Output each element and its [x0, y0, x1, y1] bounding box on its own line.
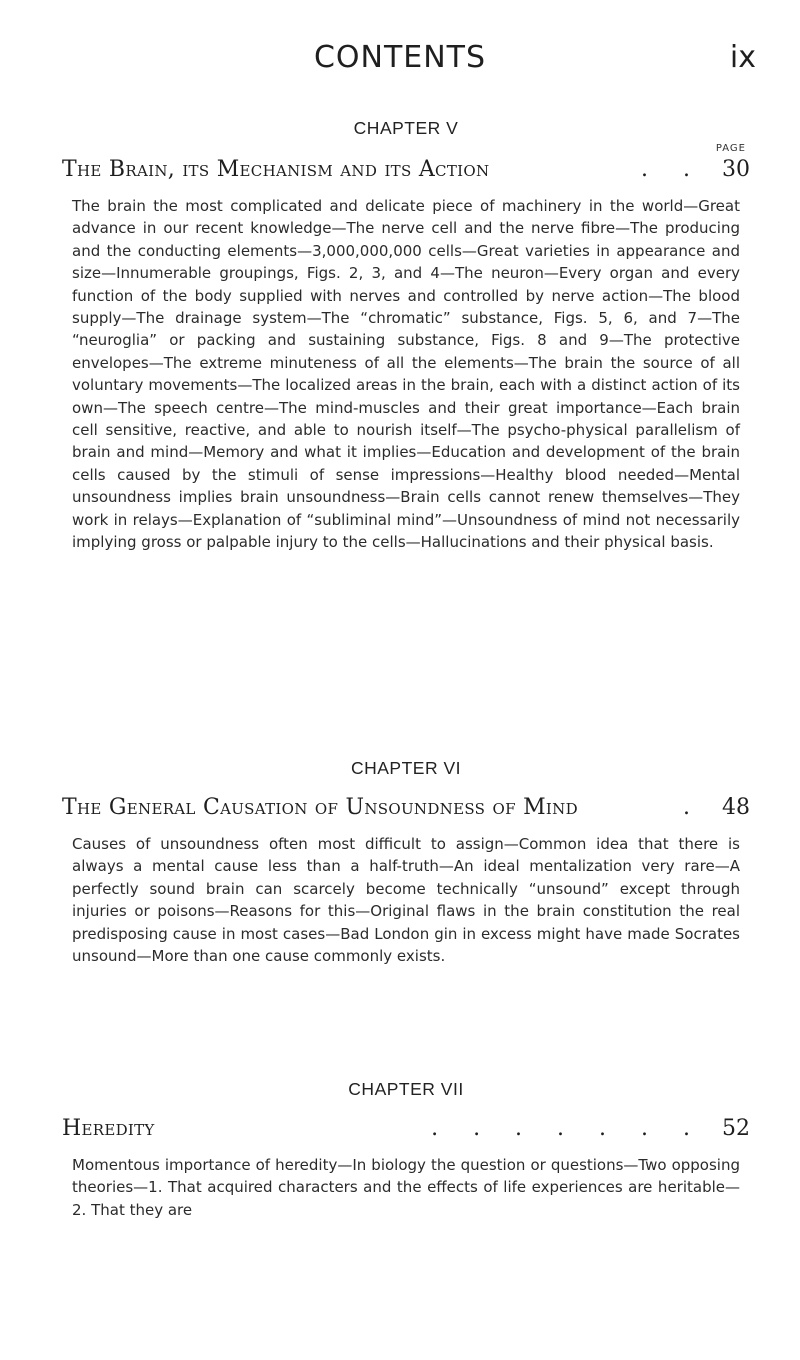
chapter-summary: Momentous importance of heredity—In biology the question or questions—Two opposing theories—1. That acquired characters and the effects of life experiences are heritable—2. That they are	[72, 1156, 740, 1219]
leader-dots: . . . . . . .	[431, 1116, 704, 1141]
chapter-label: CHAPTER V	[353, 118, 459, 138]
page-number: ix	[729, 40, 756, 75]
page-column-header	[72, 139, 746, 157]
chapter-title-line	[62, 1116, 750, 1144]
chapter-summary: Causes of unsoundness often most difficult to assign—Common idea that there is always a mental cause less than a half-truth—An ideal mentalization very rare—A perfectly sound brain can scarcely become technically “unsound” except through injuries or poisons—Reasons for this—Original flaws in the brain constitution the real predisposing cause in most cases—Bad London gin in excess might have made Socrates unsound—More than one cause commonly exists.	[72, 835, 740, 966]
chapter-label: CHAPTER VII	[348, 1079, 464, 1099]
chapter-title: The General Causation of Unsoundness of Mind	[62, 795, 578, 820]
chapter-title-line	[62, 157, 750, 185]
chapter-page-number: 52	[722, 1116, 750, 1141]
chapter-title: The Brain, its Mechanism and its Action	[62, 157, 490, 182]
chapter-7	[62, 1079, 750, 1221]
leader-dots: . .	[641, 157, 704, 182]
page-header	[0, 40, 800, 80]
chapter-page-number: 30	[722, 157, 750, 182]
chapter-5	[62, 118, 750, 554]
chapter-page-number: 48	[722, 795, 750, 820]
leader-dots: .	[683, 795, 704, 820]
chapter-title: Heredity	[62, 1116, 155, 1141]
running-title: CONTENTS	[313, 40, 487, 75]
chapter-summary: The brain the most complicated and delicate piece of machinery in the world—Great advance in our recent knowledge—The nerve cell and the nerve fibre—The producing and the conducting elements—3,000,000,000 cells—Great varieties in appearance and size—Innumerable groupings, Figs. 2, 3, and 4—The neuron—Every organ and every function of the body supplied with nerves and controlled by nerve action—The blood supply—The drainage system—The “chromatic” substance, Figs. 5, 6, and 7—The “neuroglia” or packing and sustaining substance, Figs. 8 and 9—The protective envelopes—The extreme minuteness of all the elements—The brain the source of all voluntary movements—The localized areas in the brain, each with a distinct action of its own—The speech centre—The mind-muscles and their great importance—Each brain cell sensitive, reactive, and able to nourish itself—The psycho-physical parallelism of brain and mind—Memory and what it implies—Education and development of the brain cells caused by the stimuli of sense impressions—Healthy blood needed—Mental unsoundness implies brain unsoundness—Brain cells cannot renew themselves—They work in relays—Explanation of “subliminal mind”—Unsoundness of mind not necessarily implying gross or palpable injury to the cells—Hallucinations and their physical basis.	[72, 197, 740, 552]
chapter-label: CHAPTER VI	[350, 758, 462, 778]
page-column-label: PAGE	[715, 143, 746, 154]
chapter-6	[62, 758, 750, 967]
chapter-title-line	[62, 795, 750, 823]
